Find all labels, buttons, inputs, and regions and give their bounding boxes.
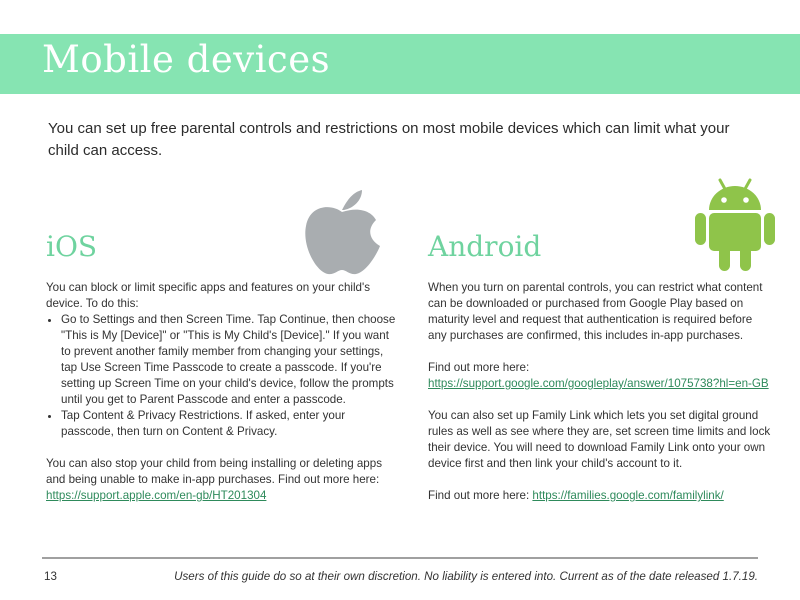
apple-logo-icon <box>302 182 382 276</box>
ios-outro <box>46 456 398 504</box>
google-play-support-link[interactable]: https://support.google.com/googleplay/answer/1075738?hl=en-GB <box>428 377 769 390</box>
android-para-2: You can also set up Family Link which lets you set digital ground rules as well as see where they are, set screen time limits and lock their device. You will need to download Family Link onto your own device first and then link your child's account to it. <box>428 409 771 470</box>
ios-outro-text: You can also stop your child from being installing or deleting apps and being unable to make in-app purchases. Find out more here: <box>46 457 382 486</box>
ios-heading: iOS <box>46 230 98 263</box>
page-title: Mobile devices <box>42 38 331 81</box>
android-find-out-label-1: Find out more here: <box>428 361 530 374</box>
android-find-out-label-2: Find out more here: <box>428 489 533 502</box>
ios-steps-list <box>46 312 398 440</box>
intro-text: You can set up free parental controls and restrictions on most mobile devices which can limit what your child can access. <box>48 120 730 159</box>
android-find-out-1 <box>428 360 774 392</box>
ios-column <box>46 280 398 504</box>
android-find-out-2 <box>428 488 774 504</box>
android-para-1: When you turn on parental controls, you can restrict what content can be downloaded or purchased from Google Play based on maturity level and request that authentication is required before any purchases are confirmed, this includes in-app purchases. <box>428 281 763 342</box>
apple-support-link[interactable]: https://support.apple.com/en-gb/HT201304 <box>46 489 267 502</box>
ios-intro: You can block or limit specific apps and features on your child's device. To do this: <box>46 281 371 310</box>
footer-divider <box>42 557 758 559</box>
family-link-link[interactable]: https://families.google.com/familylink/ <box>532 489 724 502</box>
page-number: 13 <box>44 570 57 583</box>
ios-step-2: • Tap Content & Privacy Restrictions. If asked, enter your passcode, then turn on Content & Privacy. <box>61 408 398 440</box>
footer-disclaimer: Users of this guide do so at their own discretion. No liability is entered into. Current as of the date released 1.7.19. <box>174 570 758 583</box>
android-column <box>428 280 774 504</box>
android-robot-icon <box>692 174 778 272</box>
android-heading: Android <box>428 230 542 263</box>
ios-step-1: • Go to Settings and then Screen Time. Tap Continue, then choose "This is My [Device]" or "This is My Child's [Device]." If you want to prevent another family member from changing your settings, tap Use Screen Time Passcode to create a passcode. If you're setting up Screen Time on your child's device, follow the prompts until you get to Parent Passcode and enter a passcode. <box>61 312 398 408</box>
